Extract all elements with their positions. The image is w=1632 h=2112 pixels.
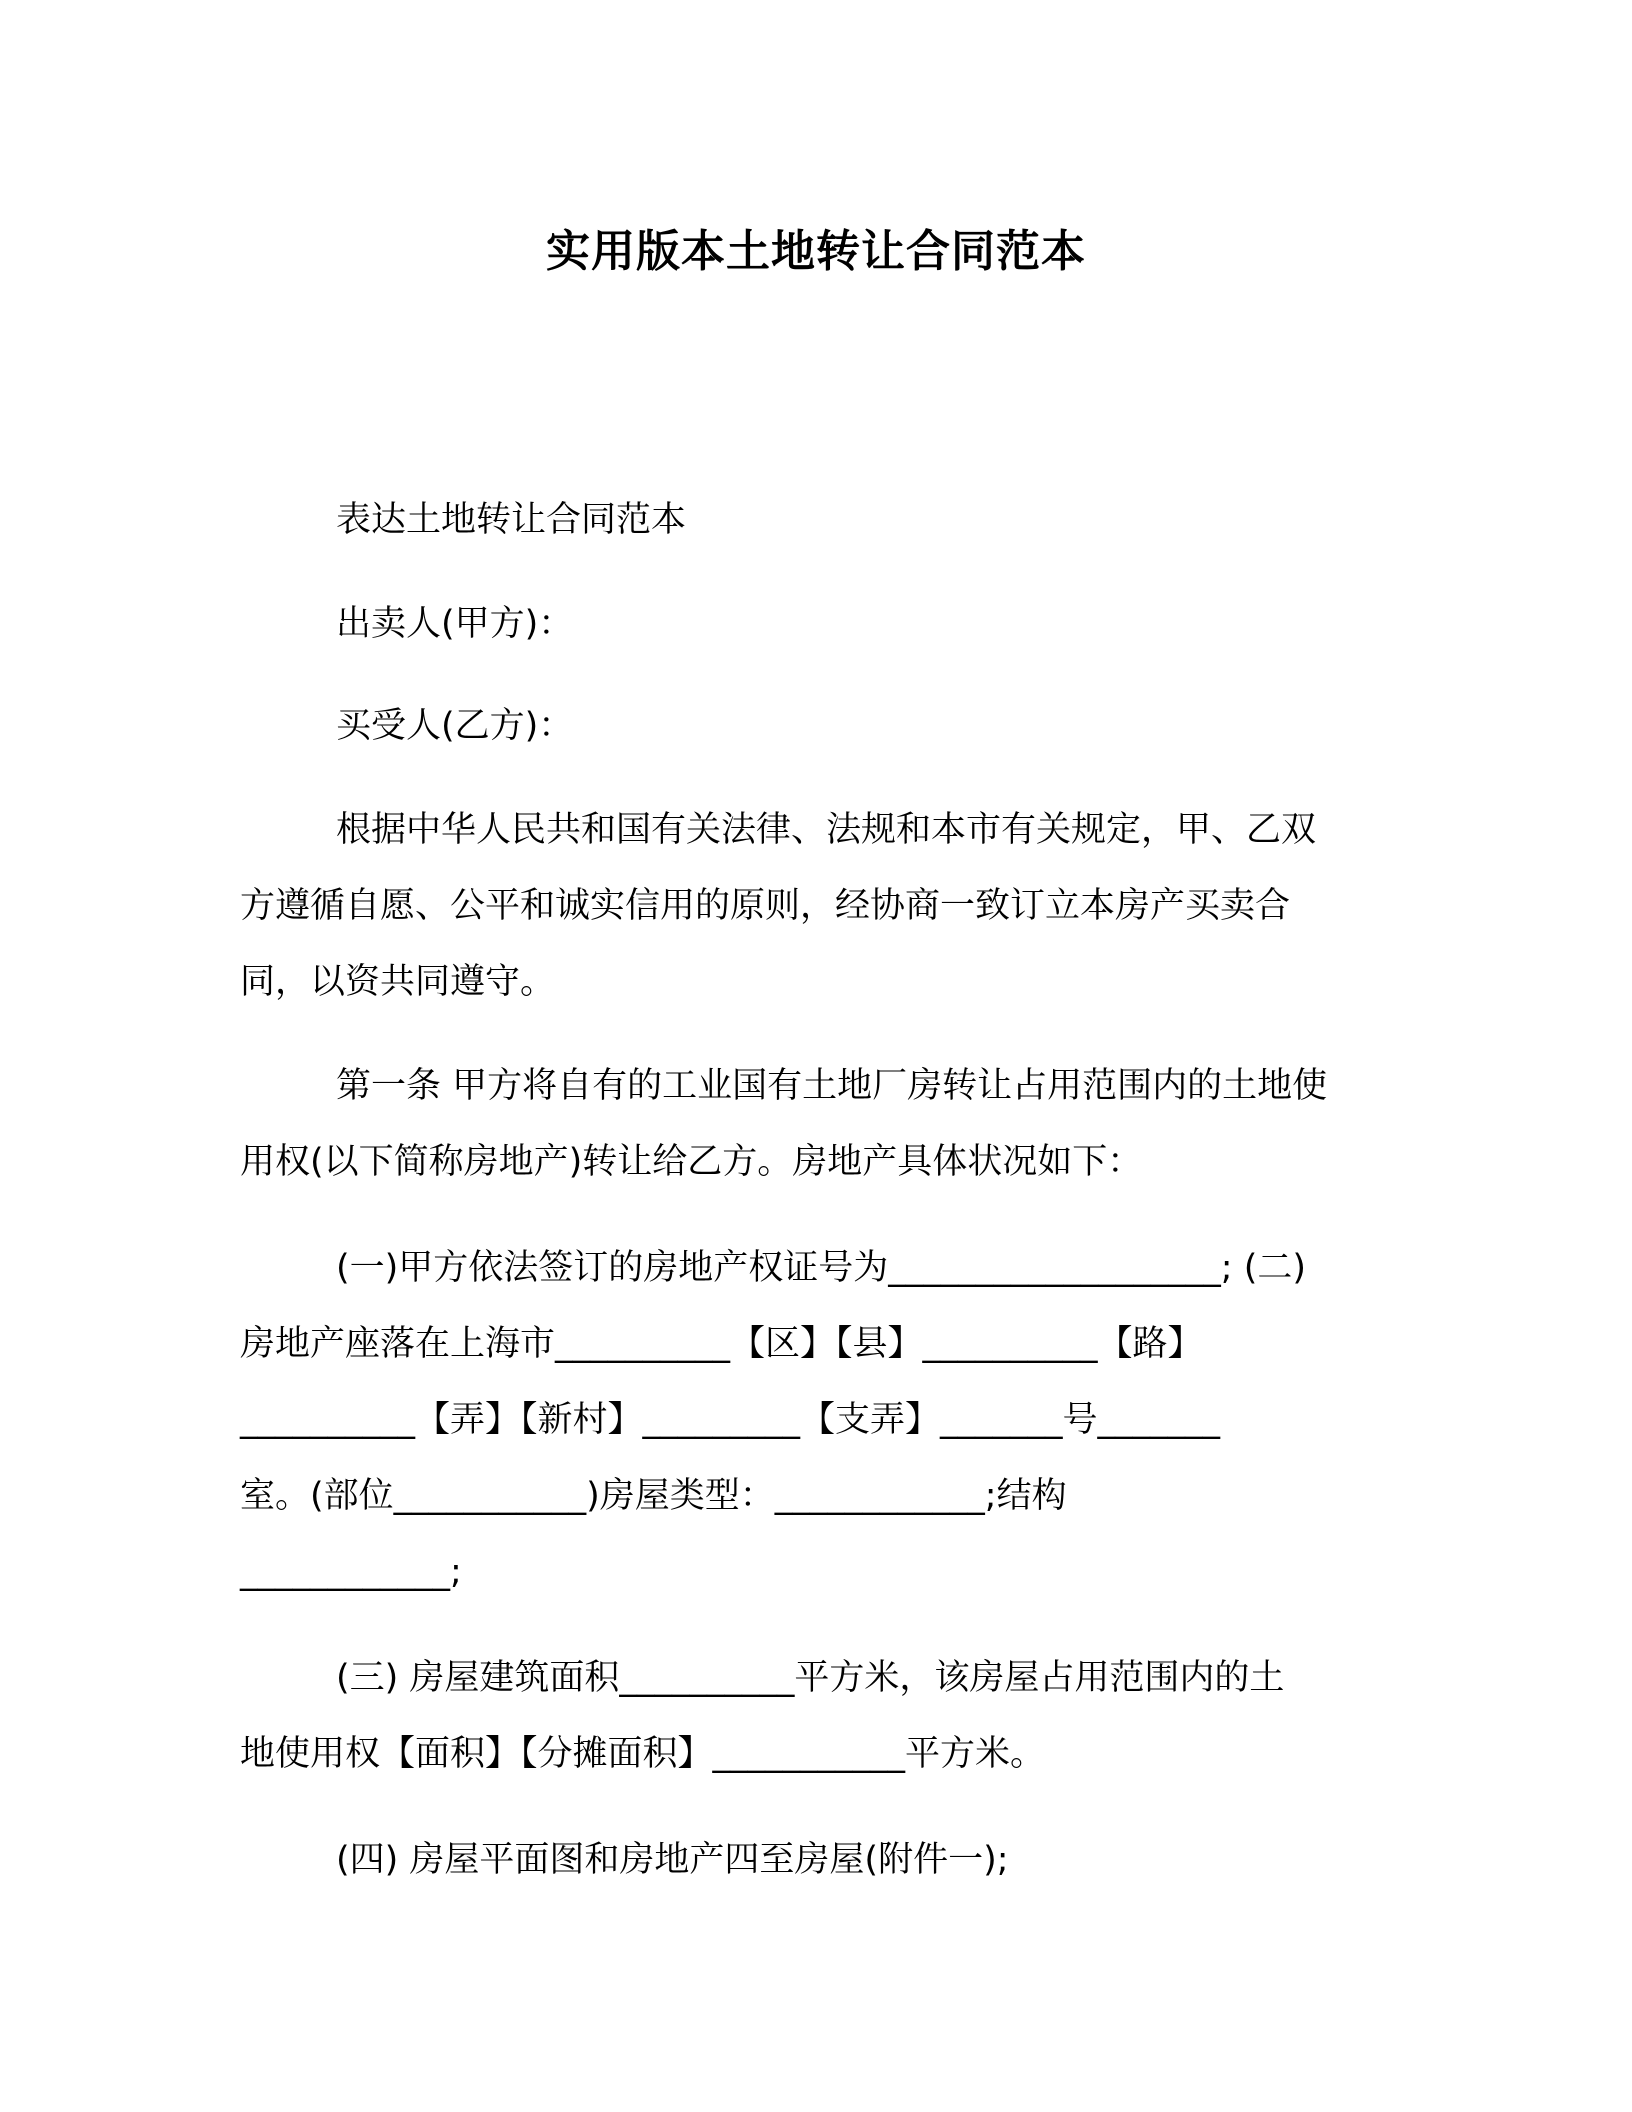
item-one-line: 房地产座落在上海市__________【区】【县】__________【路】 — [240, 1324, 1203, 1364]
article-one-line: 用权(以下简称房地产)转让给乙方。房地产具体状况如下： — [240, 1142, 1143, 1182]
preamble-paragraph — [240, 792, 1390, 1020]
document-subtitle — [240, 482, 1390, 558]
item-three-paragraph — [240, 1640, 1390, 1792]
subtitle-line: 表达土地转让合同范本 — [336, 500, 687, 540]
seller-line: 出卖人(甲方)： — [336, 604, 574, 644]
item-three-line: 地使用权【面积】【分摊面积】___________平方米。 — [240, 1734, 1046, 1774]
article-one-line: 第一条 甲方将自有的工业国有土地厂房转让占用范围内的土地使 — [336, 1066, 1328, 1106]
item-one-line: ____________; — [240, 1552, 462, 1592]
item-four-paragraph — [240, 1822, 1390, 1898]
buyer-label — [240, 688, 1390, 764]
preamble-line: 同，以资共同遵守。 — [240, 962, 556, 1002]
preamble-line: 根据中华人民共和国有关法律、法规和本市有关规定，甲、乙双 — [336, 810, 1317, 850]
item-one-line: 室。(部位___________)房屋类型：____________;结构 — [240, 1476, 1067, 1516]
article-one-paragraph — [240, 1048, 1390, 1200]
item-one-line: (一)甲方依法签订的房地产权证号为___________________; (二) — [336, 1248, 1307, 1288]
item-one-line: __________【弄】【新村】_________【支弄】_______号_______ — [240, 1400, 1221, 1440]
buyer-line: 买受人(乙方)： — [336, 706, 574, 746]
item-three-line: (三) 房屋建筑面积__________平方米，该房屋占用范围内的土 — [336, 1658, 1285, 1698]
item-one-paragraph — [240, 1230, 1390, 1610]
item-four-line: (四) 房屋平面图和房地产四至房屋(附件一); — [336, 1840, 1009, 1880]
seller-label — [240, 586, 1390, 662]
document-title: 实用版本土地转让合同范本 — [546, 226, 1086, 277]
preamble-line: 方遵循自愿、公平和诚实信用的原则，经协商一致订立本房产买卖合 — [240, 886, 1291, 926]
